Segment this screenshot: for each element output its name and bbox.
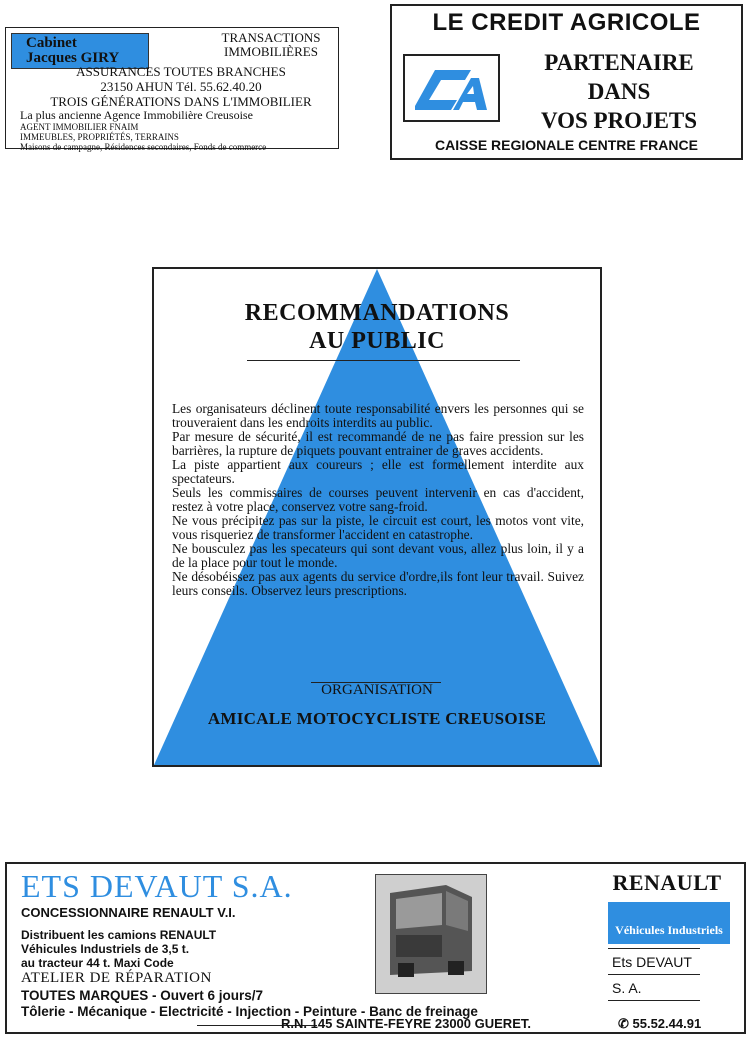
- giry-transactions: [206, 31, 336, 59]
- renault-brand: RENAULT: [612, 870, 722, 895]
- rec-paragraph: Ne désobéissez pas aux agents du service d'ordre,ils font leur travail. Suivez leurs conseils. Observez leurs prescriptions.: [172, 569, 584, 598]
- ca-tagline-line3: VOS PROJETS: [540, 108, 698, 133]
- giry-details: [20, 109, 340, 152]
- devaut-dist-line3: au tracteur 44 t. Maxi Code: [21, 956, 174, 970]
- devaut-phone: ✆ 55.52.44.91: [618, 1016, 702, 1031]
- devaut-name: ETS DEVAUT S.A.: [21, 868, 293, 904]
- devaut-marques: TOUTES MARQUES - Ouvert 6 jours/7: [21, 988, 264, 1003]
- divider: [608, 974, 700, 975]
- giry-generations: TROIS GÉNÉRATIONS DANS L'IMMOBILIER: [50, 94, 312, 109]
- giry-transactions-line2: IMMOBILIÈRES: [224, 44, 318, 59]
- giry-properties: IMMEUBLES, PROPRIÉTÉS, TERRAINS: [20, 132, 179, 142]
- rec-paragraph: Par mesure de sécurité, il est recommandé de ne pas faire pression sur les barrières, la rupture de piquets pouvant entrainer de graves accidents.: [172, 429, 584, 458]
- rec-title-line2: AU PUBLIC: [309, 328, 445, 354]
- devaut-subtitle: CONCESSIONNAIRE RENAULT V.I.: [21, 905, 236, 920]
- rec-paragraph: Ne bousculez pas les specateurs qui sont devant vous, allez plus loin, il y a de la place pour tout le monde.: [172, 541, 584, 570]
- giry-name-line1: Cabinet: [26, 35, 77, 51]
- ca-tagline-line1: PARTENAIRE: [544, 50, 694, 75]
- ca-tagline-line2: DANS: [587, 79, 651, 104]
- recommandations-title: [154, 299, 600, 355]
- credit-agricole-advert: [390, 4, 743, 160]
- rec-title-line1: RECOMMANDATIONS: [244, 300, 510, 326]
- devaut-atelier: ATELIER DE RÉPARATION: [21, 970, 212, 986]
- giry-agency: La plus ancienne Agence Immobilière Creusoise: [20, 108, 253, 122]
- devaut-dist-line2: Véhicules Industriels de 3,5 t.: [21, 942, 190, 956]
- sa-label: S. A.: [612, 980, 642, 996]
- giry-agent: AGENT IMMOBILIER FNAIM: [20, 122, 139, 132]
- vehicules-industriels-label: Véhicules Industriels: [615, 923, 723, 937]
- rec-paragraph: La piste appartient aux coureurs ; elle est formellement interdite aux spectateurs.: [172, 457, 584, 486]
- devaut-advert: [5, 862, 746, 1034]
- title-underline: [247, 360, 520, 361]
- giry-advert: [5, 27, 339, 152]
- credit-agricole-logo-icon: [403, 54, 500, 122]
- ca-region: CAISSE REGIONALE CENTRE FRANCE: [435, 137, 698, 153]
- giry-main-text: [46, 64, 316, 109]
- vehicules-industriels-box: [608, 902, 730, 944]
- giry-transactions-line1: TRANSACTIONS: [221, 30, 321, 45]
- giry-houses: Maisons de campagne, Résidences secondaires, Fonds de commerce: [20, 142, 267, 152]
- rec-paragraph: Seuls les commissaires de courses peuvent intervenir en cas d'accident, restez à votre place, conservez votre sang-froid.: [172, 485, 584, 514]
- devaut-services: Tôlerie - Mécanique - Electricité - Injection - Peinture - Banc de freinage: [21, 1004, 478, 1019]
- ca-title: LE CREDIT AGRICOLE: [432, 9, 701, 36]
- divider: [608, 948, 700, 949]
- giry-name-line2: Jacques GIRY: [26, 50, 120, 66]
- rec-paragraph: Ne vous précipitez pas sur la piste, le circuit est court, les motos vont vite, vous risqueriez de transformer l'accident en catastrophe.: [172, 513, 584, 542]
- divider: [608, 1000, 700, 1001]
- recommandations-body: [172, 402, 584, 598]
- devaut-dist-line1: Distribuent les camions RENAULT: [21, 928, 217, 942]
- truck-photo-icon: [375, 874, 487, 994]
- ets-devaut-label: Ets DEVAUT: [612, 954, 692, 970]
- organisation-label: ORGANISATION: [321, 682, 433, 698]
- recommandations-panel: [152, 267, 602, 767]
- devaut-distribution: [21, 928, 216, 970]
- ca-tagline: [504, 48, 734, 135]
- rec-paragraph: Les organisateurs déclinent toute responsabilité envers les personnes qui se trouveraient dans les endroits interdits au public.: [172, 401, 584, 430]
- organisation-name: AMICALE MOTOCYCLISTE CREUSOISE: [207, 709, 547, 728]
- giry-address-phone: 23150 AHUN Tél. 55.62.40.20: [100, 79, 262, 94]
- devaut-address: R.N. 145 SAINTE-FEYRE 23000 GUERET.: [281, 1016, 531, 1031]
- giry-assurances: ASSURANCES TOUTES BRANCHES: [76, 64, 286, 79]
